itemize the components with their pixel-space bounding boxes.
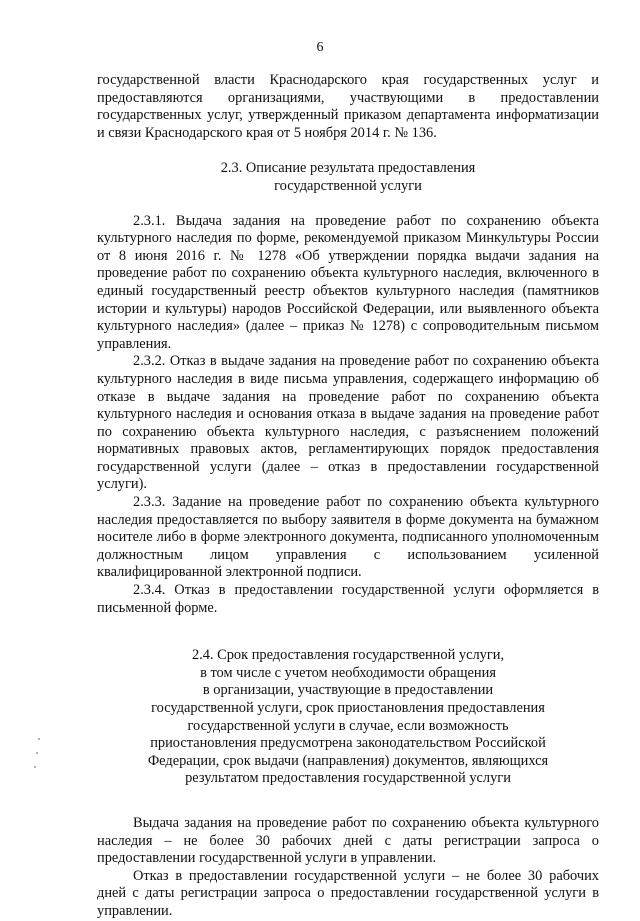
paragraph-2-3-4: 2.3.4. Отказ в предоставлении государственной услуги оформляется в письменной форме. bbox=[97, 582, 599, 616]
spacer bbox=[97, 617, 599, 647]
paragraph-2-3-3: 2.3.3. Задание на проведение работ по сохранению объекта культурного наследия предоставляется по выбору заявителя в форме документа на бумажном носителе либо в форме электронного документа, подписанного уполномоченным должностным лицом управления с использованием усиленной квалифицированной электронной подписи. bbox=[97, 494, 599, 581]
scan-speck bbox=[34, 766, 36, 768]
section-2-4-title-line-6: приостановления предусмотрена законодательством Российской bbox=[150, 735, 546, 752]
scan-speck bbox=[38, 738, 40, 740]
section-2-4-title-line-8: результатом предоставления государственной услуги bbox=[185, 770, 511, 787]
spacer bbox=[97, 788, 599, 815]
paragraph-2-4-1: Выдача задания на проведение работ по сохранению объекта культурного наследия – не более 30 рабочих дней с даты регистрации запроса о предоставлении государственной услуги в управлении. bbox=[97, 814, 599, 867]
paragraph-2-3-1: 2.3.1. Выдача задания на проведение работ по сохранению объекта культурного наследия по форме, рекомендуемой приказом Минкультуры России от 8 июня 2016 г. № 1278 «Об утверждении порядка выдачи задания на проведение работ по сохранению объекта культурного наследия, включенного в единый государственный реестр объектов культурного наследия (памятников истории и культуры) народов Российской Федерации, или выявленного объекта культурного наследия» (далее – приказ № 1278) с сопроводительным письмом управления. bbox=[97, 212, 599, 352]
page-number: 6 bbox=[316, 40, 324, 55]
section-2-4-title-line-5: государственной услуги в случае, если возможность bbox=[187, 717, 509, 734]
section-2-4-title-line-2: в том числе с учетом необходимости обращения bbox=[200, 664, 496, 681]
section-2-4-title-line-7: Федерации, срок выдачи (направления) документов, являющихся bbox=[147, 752, 549, 769]
section-2-4-title-line-1: 2.4. Срок предоставления государственной услуги, bbox=[191, 647, 505, 664]
spacer bbox=[97, 142, 599, 160]
section-2-4-title-line-4: государственной услуги, срок приостановления предоставления bbox=[151, 700, 545, 716]
section-2-4-title-line-3: в организации, участвующие в предоставлении bbox=[202, 682, 494, 699]
paragraph-2-3-2: 2.3.2. Отказ в выдаче задания на проведение работ по сохранению объекта культурного наследия в виде письма управления, содержащего информацию об отказе в выдаче задания на проведение работ по сохранению объекта культурного наследия и основания отказа в выдаче задания на проведение работ по сохранению объекта культурного наследия, с разъяснением положений нормативных правовых актов, регламентирующих порядок предоставления государственной услуги (далее – отказ в предоставлении государственной услуги). bbox=[97, 353, 599, 493]
document-body bbox=[97, 72, 599, 921]
section-2-3-title-line-1: 2.3. Описание результата предоставления bbox=[220, 160, 476, 177]
intro-paragraph: государственной власти Краснодарского края государственных услуг и предоставляются организациями, участвующими в предоставлении государственных услуг, утвержденный приказом департамента информатизации и связи Краснодарского края от 5 ноября 2014 г. № 136. bbox=[97, 72, 599, 141]
spacer bbox=[97, 196, 599, 213]
section-2-3-title-line-2: государственной услуги bbox=[274, 177, 422, 194]
paragraph-2-4-2: Отказ в предоставлении государственной услуги – не более 30 рабочих дней с даты регистрации запроса о предоставлении государственной услуги в управлении. bbox=[97, 867, 599, 919]
scan-speck bbox=[36, 752, 38, 754]
